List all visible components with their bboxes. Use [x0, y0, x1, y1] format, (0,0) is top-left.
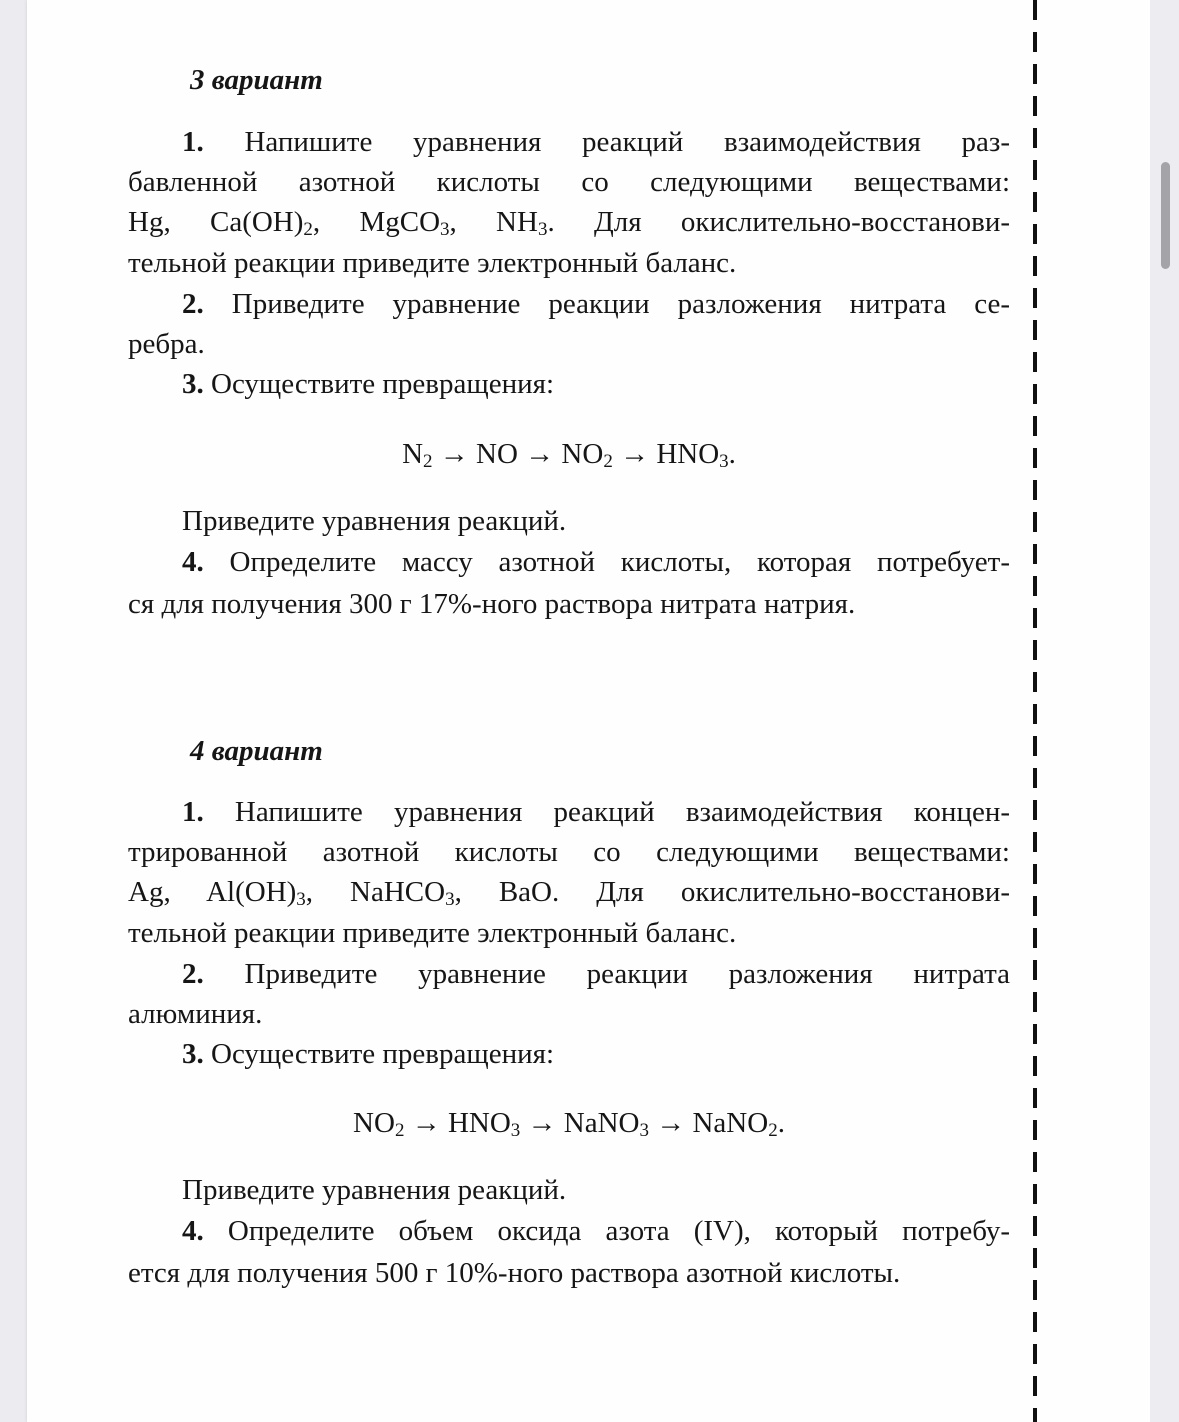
v4-task3-after: Приведите уравнения реакций.	[182, 1174, 567, 1206]
v4-task1-line1	[182, 792, 1010, 832]
task-number: 2.	[182, 958, 204, 990]
v4-task4-line2: ется для получения 500 г 10%-ного раствора азотной кислоты.	[128, 1257, 901, 1289]
text: Осуществите превращения:	[211, 368, 555, 400]
subscript: 3	[296, 889, 306, 910]
chemical-formula: NO	[476, 438, 518, 470]
subscript: 3	[440, 219, 450, 240]
variant-4-title: 4 вариант	[190, 735, 323, 767]
reaction-arrow: →	[648, 1107, 693, 1139]
chemical-formula: $N_2$	[402, 438, 433, 472]
subscript: 2	[303, 219, 313, 240]
text: . Для окислительно-восстанови-	[552, 876, 1010, 908]
text: . Для окислительно-восстанови-	[547, 206, 1011, 238]
text: Определите массу азотной кислоты, которая потребует-	[229, 546, 1010, 578]
chemical-formula: $NO_2$	[561, 438, 613, 472]
v3-task2-line2: ребра.	[128, 328, 205, 360]
text: Ag, Al(OH)	[128, 876, 297, 908]
v4-task2-line1	[182, 954, 1010, 994]
dashed-cut-line	[1033, 0, 1037, 1422]
text: , NH	[449, 206, 538, 238]
chemical-formula: $NO_2$	[353, 1107, 405, 1141]
task-number: 1.	[182, 126, 204, 158]
task-number: 1.	[182, 796, 204, 828]
text: Напишите уравнения реакций взаимодействия концен-	[234, 796, 1011, 828]
v3-task3-line1	[182, 364, 1010, 404]
chemical-formula: NaNO$_2$.	[692, 1107, 785, 1141]
v3-task4-line1	[182, 542, 1010, 582]
subscript: 3	[537, 219, 548, 240]
v4-task3-line1	[182, 1034, 1010, 1074]
v3-task3-after: Приведите уравнения реакций.	[182, 505, 567, 537]
chemical-formula: $HNO_3$.	[656, 438, 736, 472]
scrollbar-thumb[interactable]	[1161, 162, 1170, 269]
task-number: 3.	[182, 1038, 204, 1070]
reaction-arrow: →	[432, 438, 477, 470]
reaction-arrow: →	[517, 438, 562, 470]
text: , NaHCO	[305, 876, 446, 908]
v3-task1-line1	[182, 122, 1010, 162]
text: Приведите уравнение реакции разложения нитрата	[244, 958, 1011, 990]
v3-task1-line2: бавленной азотной кислоты со следующими веществами:	[128, 166, 1010, 198]
v3-task2-line1	[182, 284, 1010, 324]
task-number: 3.	[182, 368, 204, 400]
task-number: 4.	[182, 1215, 204, 1247]
reaction-arrow: →	[520, 1107, 564, 1139]
chemical-formula: NaNO$_3$	[563, 1107, 649, 1141]
v4-task1-line3	[128, 872, 1010, 912]
reaction-arrow: →	[404, 1107, 448, 1139]
text: , MgCO	[312, 206, 441, 238]
v4-task1-line2: трированной азотной кислоты со следующими веществами:	[128, 836, 1010, 868]
v3-task1-line4: тельной реакции приведите электронный баланс.	[128, 247, 737, 279]
text: Приведите уравнение реакции разложения нитрата се-	[231, 288, 1011, 320]
v3-task1-line3	[128, 202, 1010, 242]
text: Напишите уравнения реакций взаимодействия раз-	[244, 126, 1010, 158]
variant-3-title: 3 вариант	[190, 64, 323, 96]
v4-task1-line4: тельной реакции приведите электронный баланс.	[128, 917, 737, 949]
v4-task2-line2: алюминия.	[128, 998, 263, 1030]
text: , BaO	[454, 876, 553, 908]
text: Hg, Ca(OH)	[128, 206, 304, 238]
reaction-arrow: →	[612, 438, 657, 470]
subscript: 3	[445, 889, 455, 910]
task-number: 2.	[182, 288, 204, 320]
chemical-formula: $HNO_3$	[447, 1107, 521, 1141]
v4-task4-line1	[182, 1211, 1010, 1251]
text: Определите объем оксида азота (IV), который потребу-	[227, 1215, 1011, 1247]
v4-reaction-chain	[128, 1103, 1010, 1143]
v3-reaction-chain	[128, 434, 1010, 474]
v3-task4-line2: ся для получения 300 г 17%-ного раствора нитрата натрия.	[128, 588, 856, 620]
task-number: 4.	[182, 546, 204, 578]
text: Осуществите превращения:	[211, 1038, 555, 1070]
